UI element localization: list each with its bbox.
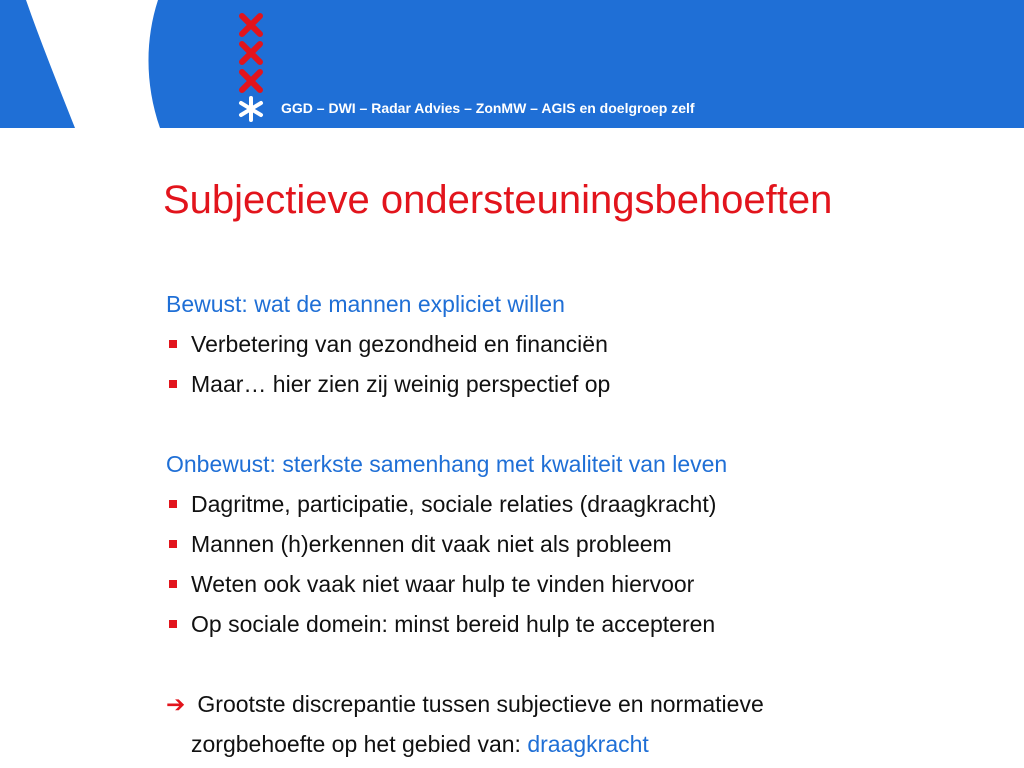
- list-item-text: Dagritme, participatie, sociale relaties (draagkracht): [191, 491, 717, 517]
- square-bullet-icon: [169, 380, 177, 388]
- square-bullet-icon: [169, 500, 177, 508]
- list-item-text: Weten ook vaak niet waar hulp te vinden hiervoor: [191, 571, 695, 597]
- list-item: [166, 564, 986, 604]
- ggd-logo-icon: [238, 96, 264, 122]
- header-partners-text: GGD – DWI – Radar Advies – ZonMW – AGIS en doelgroep zelf: [281, 100, 695, 116]
- spacer: [166, 404, 986, 444]
- list-item-text: Op sociale domein: minst bereid hulp te accepteren: [191, 611, 716, 637]
- conclusion-block: [166, 684, 986, 764]
- square-bullet-icon: [169, 340, 177, 348]
- cross-icon: [238, 12, 264, 38]
- conclusion-highlight: draagkracht: [527, 731, 649, 757]
- list-item: [166, 364, 986, 404]
- list-item: [166, 484, 986, 524]
- square-bullet-icon: [169, 580, 177, 588]
- list-item: [166, 524, 986, 564]
- slide-content: [166, 284, 986, 764]
- cross-icon: [238, 68, 264, 94]
- header-banner: [0, 0, 1024, 128]
- arrow-right-icon: ➔: [166, 691, 186, 717]
- conclusion-line-1: [191, 684, 986, 724]
- bullet-list-bewust: [166, 324, 986, 404]
- conclusion-text: Grootste discrepantie tussen subjectieve en normatieve: [197, 691, 764, 717]
- spacer: [166, 644, 986, 684]
- amsterdam-crosses-logo: [238, 12, 266, 96]
- list-item: [166, 324, 986, 364]
- list-item: [166, 604, 986, 644]
- bullet-list-onbewust: [166, 484, 986, 644]
- conclusion-text: zorgbehoefte op het gebied van:: [191, 731, 521, 757]
- conclusion-line-2: [191, 724, 986, 764]
- square-bullet-icon: [169, 540, 177, 548]
- slide-title: Subjectieve ondersteuningsbehoeften: [163, 178, 833, 222]
- section-heading-onbewust: Onbewust: sterkste samenhang met kwaliteit van leven: [166, 451, 728, 477]
- list-item-text: Verbetering van gezondheid en financiën: [191, 331, 608, 357]
- square-bullet-icon: [169, 620, 177, 628]
- cross-icon: [238, 40, 264, 66]
- list-item-text: Mannen (h)erkennen dit vaak niet als probleem: [191, 531, 672, 557]
- list-item-text: Maar… hier zien zij weinig perspectief op: [191, 371, 611, 397]
- section-heading-bewust: Bewust: wat de mannen expliciet willen: [166, 291, 565, 317]
